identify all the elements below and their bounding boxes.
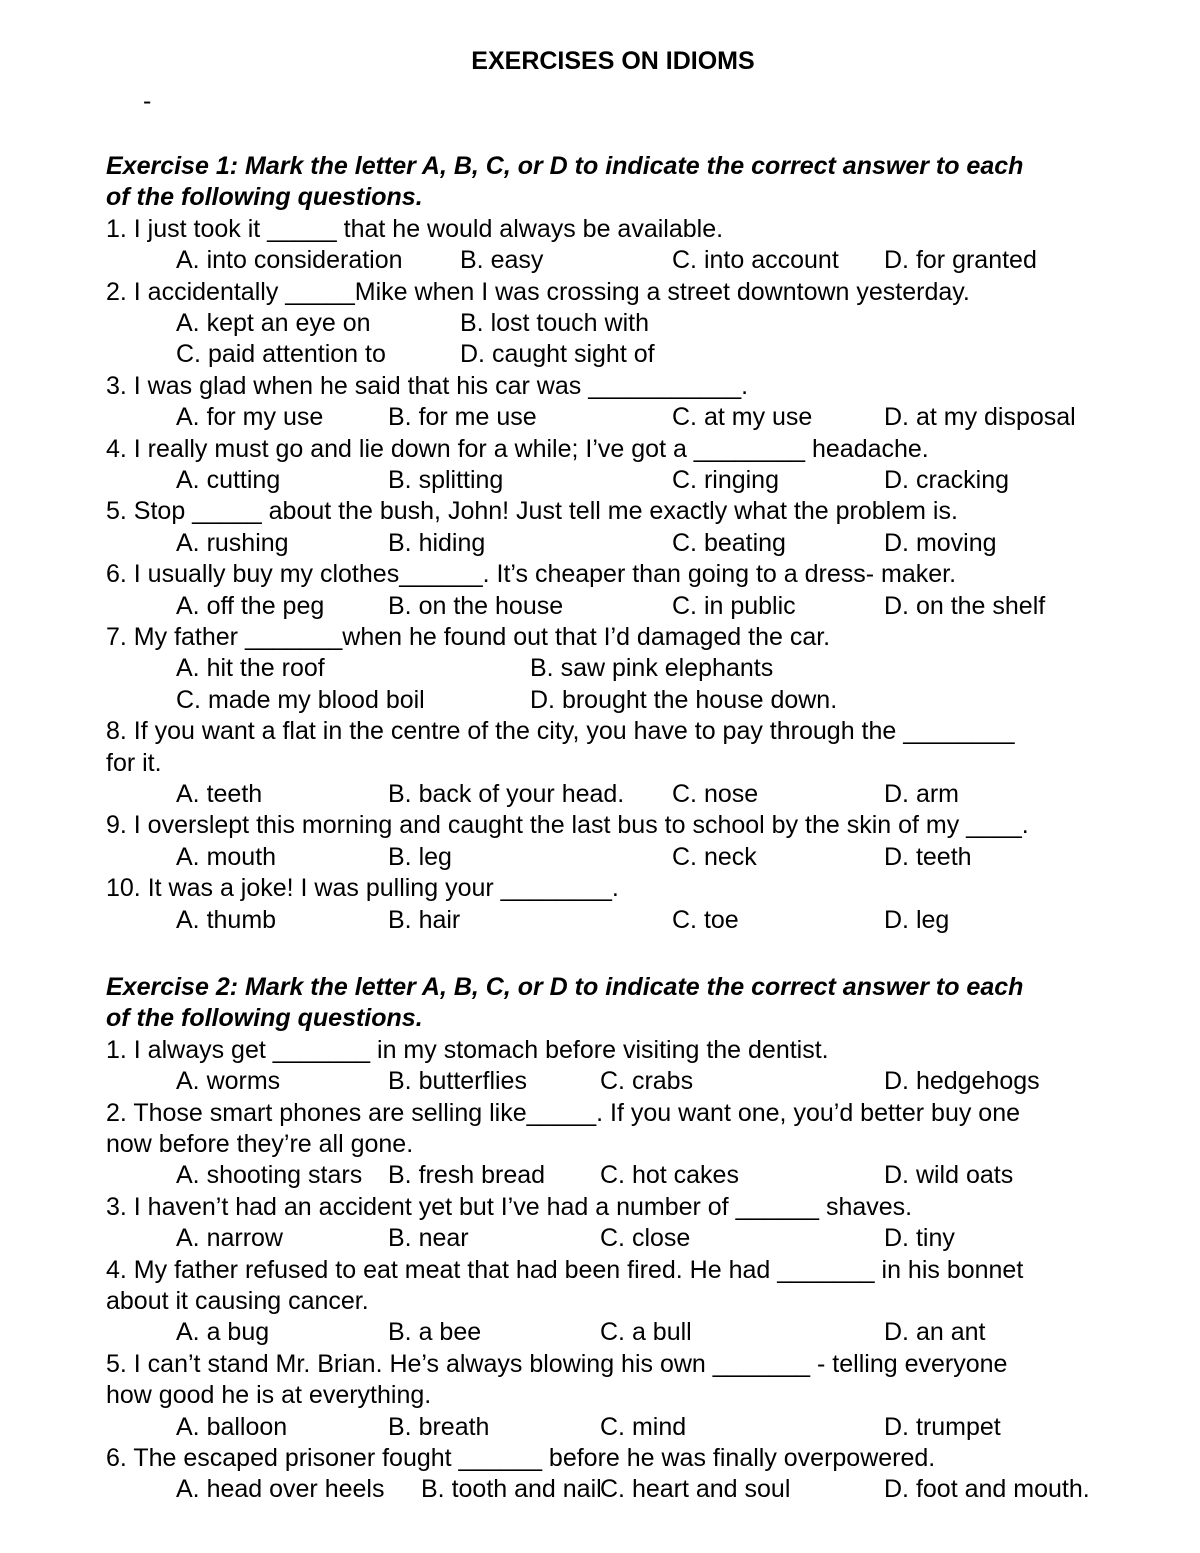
question-item — [106, 1255, 1146, 1349]
exercise-1 — [106, 151, 1146, 936]
question-text: 4. My father refused to eat meat that had been fired. He had _______ in his bonnet — [106, 1255, 1024, 1284]
answer-option[interactable]: D. brought the house down. — [530, 685, 838, 714]
answer-option[interactable]: B. near — [388, 1224, 469, 1253]
options-row — [106, 1412, 1146, 1443]
answer-option[interactable]: B. on the house — [388, 591, 564, 620]
answer-option[interactable]: B. leg — [388, 842, 452, 871]
question-text: about it causing cancer. — [106, 1287, 369, 1316]
exercise-heading: of the following questions. — [106, 1004, 423, 1033]
answer-option[interactable]: A. teeth — [176, 779, 263, 808]
answer-option[interactable]: A. for my use — [176, 403, 324, 432]
options-row — [106, 1317, 1146, 1348]
question-text: 5. Stop _____ about the bush, John! Just tell me exactly what the problem is. — [106, 497, 958, 526]
question-text: 1. I always get _______ in my stomach before visiting the dentist. — [106, 1035, 829, 1064]
answer-option[interactable]: A. hit the roof — [176, 654, 325, 683]
answer-option[interactable]: A. thumb — [176, 905, 277, 934]
question-item — [106, 434, 1146, 497]
answer-option[interactable]: C. ringing — [672, 466, 779, 494]
answer-option[interactable]: A. narrow — [176, 1224, 283, 1253]
options-row — [106, 1066, 1146, 1097]
question-text: 7. My father _______when he found out that I’d damaged the car. — [106, 622, 831, 651]
question-text: how good he is at everything. — [106, 1381, 432, 1410]
answer-option[interactable]: C. nose — [672, 779, 759, 808]
answer-option[interactable]: D. teeth — [884, 842, 972, 871]
exercise-heading: Exercise 1: Mark the letter A, B, C, or D to indicate the correct answer to each — [106, 152, 1024, 180]
answer-option[interactable]: C. beating — [672, 528, 786, 557]
answer-option[interactable]: C. made my blood boil — [176, 685, 425, 714]
exercise-2 — [106, 972, 1146, 1506]
answer-option[interactable]: C. crabs — [600, 1067, 694, 1096]
question-text: 2. Those smart phones are selling like_____. If you want one, you’d better buy one — [106, 1098, 1021, 1127]
question-text: 5. I can’t stand Mr. Brian. He’s always blowing his own _______ - telling everyone — [106, 1349, 1008, 1378]
answer-option[interactable]: D. foot and mouth. — [884, 1475, 1090, 1504]
options-row — [106, 653, 1146, 684]
answer-option[interactable]: D. arm — [884, 779, 959, 808]
answer-option[interactable]: B. fresh bread — [388, 1161, 546, 1190]
question-item — [106, 716, 1146, 810]
question-item — [106, 277, 1146, 371]
answer-option[interactable]: A. a bug — [176, 1318, 270, 1347]
answer-option[interactable]: D. hedgehogs — [884, 1067, 1040, 1096]
answer-option[interactable]: B. lost touch with — [460, 309, 649, 338]
answer-option[interactable]: D. leg — [884, 905, 950, 934]
options-row — [106, 339, 1146, 370]
answer-option[interactable]: B. easy — [460, 246, 544, 275]
answer-option[interactable]: D. tiny — [884, 1224, 955, 1253]
question-text: 1. I just took it _____ that he would always be available. — [106, 214, 724, 243]
options-row — [106, 528, 1146, 559]
question-text: now before they’re all gone. — [106, 1130, 414, 1159]
answer-option[interactable]: A. head over heels — [176, 1475, 385, 1504]
dash-marker: - — [143, 87, 152, 115]
answer-option[interactable]: B. hair — [388, 905, 461, 934]
answer-option[interactable]: C. close — [600, 1224, 691, 1253]
answer-option[interactable]: A. cutting — [176, 466, 281, 494]
answer-option[interactable]: A. balloon — [176, 1412, 288, 1441]
answer-option[interactable]: D. an ant — [884, 1318, 986, 1347]
answer-option[interactable]: B. tooth and nail — [421, 1475, 602, 1504]
question-item — [106, 559, 1146, 622]
question-text: 10. It was a joke! I was pulling your ________. — [106, 874, 619, 903]
question-item — [106, 371, 1146, 434]
question-text: for it. — [106, 748, 162, 777]
question-text: 2. I accidentally _____Mike when I was crossing a street downtown yesterday. — [106, 277, 970, 306]
answer-option[interactable]: C. neck — [672, 842, 757, 871]
question-text: 3. I haven’t had an accident yet but I’ve had a number of ______ shaves. — [106, 1192, 913, 1221]
question-text: 3. I was glad when he said that his car was ___________. — [106, 371, 749, 400]
question-item — [106, 214, 1146, 277]
answer-option[interactable]: B. back of your head. — [388, 779, 625, 808]
question-item — [106, 1443, 1146, 1506]
options-row — [106, 402, 1146, 433]
answer-option[interactable]: B. butterflies — [388, 1067, 527, 1096]
question-item — [106, 1098, 1146, 1192]
answer-option[interactable]: A. into consideration — [176, 246, 403, 275]
answer-option[interactable]: C. hot cakes — [600, 1161, 739, 1190]
answer-option[interactable]: B. for me use — [388, 403, 537, 432]
options-row — [106, 842, 1146, 873]
options-row — [106, 308, 1146, 339]
question-text: 4. I really must go and lie down for a while; I’ve got a ________ headache. — [106, 434, 929, 463]
options-row — [106, 685, 1146, 716]
question-text: 6. The escaped prisoner fought ______ before he was finally overpowered. — [106, 1444, 936, 1473]
question-item — [106, 496, 1146, 559]
exercise-heading: of the following questions. — [106, 183, 423, 212]
question-item — [106, 810, 1146, 873]
answer-option[interactable]: C. a bull — [600, 1318, 692, 1347]
answer-option[interactable]: D. wild oats — [884, 1161, 1014, 1190]
question-text: 6. I usually buy my clothes______. It’s cheaper than going to a dress- maker. — [106, 560, 957, 589]
answer-option[interactable]: A. shooting stars — [176, 1161, 363, 1190]
answer-option[interactable]: C. in public — [672, 591, 796, 620]
answer-option[interactable]: C. toe — [672, 905, 739, 934]
question-item — [106, 1035, 1146, 1098]
question-item — [106, 1349, 1146, 1443]
options-row — [106, 1160, 1146, 1191]
answer-option[interactable]: B. saw pink elephants — [530, 654, 774, 683]
options-row — [106, 905, 1146, 936]
options-row — [106, 245, 1146, 276]
answer-option[interactable]: A. off the peg — [176, 591, 325, 620]
question-text: 8. If you want a flat in the centre of the city, you have to pay through the ________ — [106, 717, 1015, 746]
answer-option[interactable]: A. worms — [176, 1067, 281, 1096]
answer-option[interactable]: B. a bee — [388, 1318, 482, 1347]
answer-option[interactable]: D. at my disposal — [884, 403, 1076, 432]
answer-option[interactable]: C. at my use — [672, 403, 813, 432]
options-row — [106, 465, 1146, 496]
question-item — [106, 622, 1146, 716]
answer-option[interactable]: C. into account — [672, 246, 839, 275]
answer-option[interactable]: A. kept an eye on — [176, 309, 371, 338]
answer-option[interactable]: B. breath — [388, 1412, 490, 1441]
answer-option[interactable]: D. caught sight of — [460, 340, 655, 369]
options-row — [106, 1474, 1146, 1505]
answer-option[interactable]: B. splitting — [388, 466, 504, 494]
answer-option[interactable]: B. hiding — [388, 528, 486, 557]
answer-option[interactable]: D. trumpet — [884, 1412, 1001, 1441]
options-row — [106, 591, 1146, 622]
answer-option[interactable]: A. mouth — [176, 842, 277, 871]
options-row — [106, 779, 1146, 810]
options-row — [106, 1223, 1146, 1254]
answer-option[interactable]: D. for granted — [884, 246, 1037, 275]
answer-option[interactable]: C. paid attention to — [176, 340, 386, 369]
answer-option[interactable]: D. moving — [884, 528, 997, 557]
document-title: EXERCISES ON IDIOMS — [471, 47, 755, 75]
question-item — [106, 1192, 1146, 1255]
answer-option[interactable]: D. cracking — [884, 466, 1010, 494]
exercise-heading: Exercise 2: Mark the letter A, B, C, or D to indicate the correct answer to each — [106, 973, 1024, 1001]
question-item — [106, 873, 1146, 936]
question-text: 9. I overslept this morning and caught the last bus to school by the skin of my ____. — [106, 811, 1029, 840]
answer-option[interactable]: C. mind — [600, 1412, 687, 1441]
answer-option[interactable]: A. rushing — [176, 528, 289, 557]
answer-option[interactable]: D. on the shelf — [884, 591, 1046, 620]
answer-option[interactable]: C. heart and soul — [600, 1475, 791, 1504]
